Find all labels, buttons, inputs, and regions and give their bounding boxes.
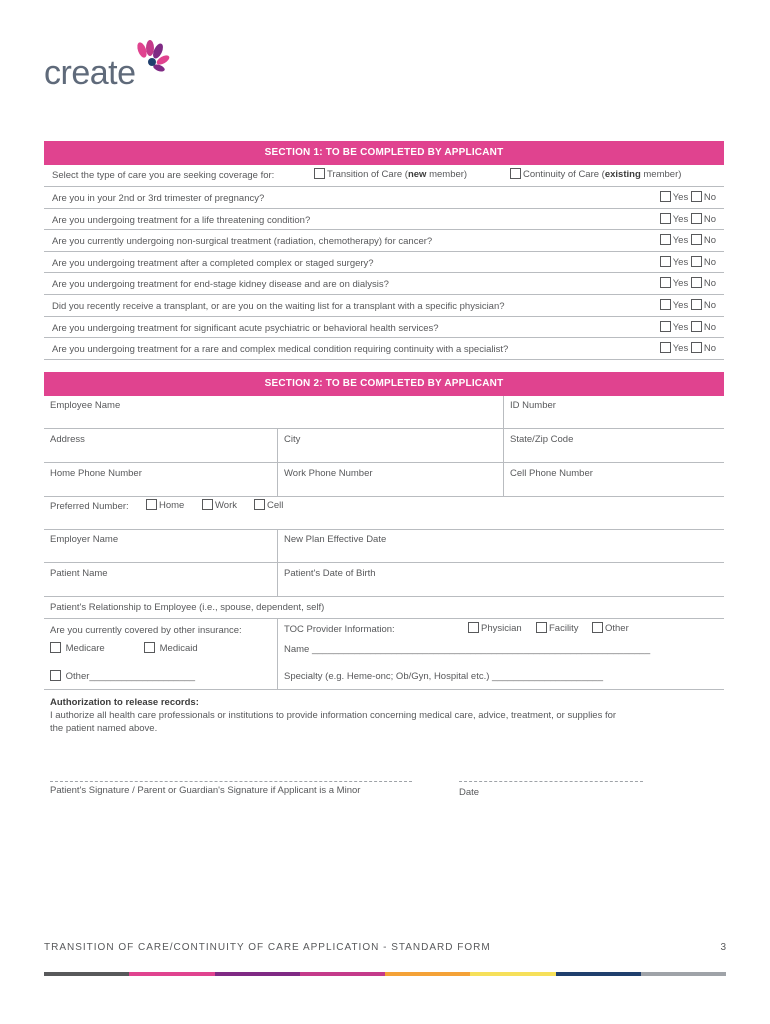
yes-label: Yes — [672, 278, 689, 290]
work-phone-field[interactable]: Work Phone Number — [284, 468, 373, 479]
no-checkbox[interactable] — [691, 342, 702, 353]
authorization-heading: Authorization to release records: — [50, 697, 199, 708]
physician-checkbox[interactable] — [468, 622, 479, 633]
pref-work-checkbox[interactable] — [202, 499, 213, 510]
other-provider-checkbox[interactable] — [592, 622, 603, 633]
yes-checkbox[interactable] — [660, 256, 671, 267]
page-number: 3 — [720, 942, 726, 953]
other-provider-option[interactable]: Other — [592, 622, 629, 634]
insurance-provider-block — [44, 619, 724, 690]
question-text: Are you undergoing treatment for a life threatening condition? — [52, 214, 311, 226]
toc-checkbox[interactable] — [314, 168, 325, 179]
question-text: Are you currently undergoing non-surgical treatment (radiation, chemotherapy) for cancer? — [52, 236, 433, 248]
employee-row — [44, 396, 724, 429]
relationship-row — [44, 597, 724, 619]
phone-row — [44, 463, 724, 497]
city-field[interactable]: City — [284, 434, 301, 445]
question-row — [44, 252, 724, 274]
stripe-segment — [385, 972, 470, 976]
stripe-segment — [44, 972, 129, 976]
no-checkbox[interactable] — [691, 299, 702, 310]
authorization-text-line1: I authorize all health care professionals or institutions to provide information concerning medical care, advice, treatment, or supplies for — [50, 710, 617, 721]
stripe-segment — [300, 972, 385, 976]
employee-name-field[interactable]: Employee Name — [50, 400, 121, 411]
facility-option[interactable]: Facility — [536, 622, 579, 634]
yes-checkbox[interactable] — [660, 234, 671, 245]
yes-checkbox[interactable] — [660, 277, 671, 288]
question-row — [44, 230, 724, 252]
stripe-segment — [641, 972, 726, 976]
medicare-option[interactable]: Medicare — [50, 642, 105, 654]
logo-wordmark: create — [44, 54, 136, 92]
toc-provider-label: TOC Provider Information: — [284, 624, 395, 635]
yes-checkbox[interactable] — [660, 342, 671, 353]
employer-row — [44, 530, 724, 563]
question-row — [44, 317, 724, 339]
footer-title: TRANSITION OF CARE/CONTINUITY OF CARE APPLICATION - STANDARD FORM — [44, 942, 491, 953]
no-label: No — [703, 278, 716, 290]
no-label: No — [703, 213, 716, 225]
stripe-segment — [215, 972, 300, 976]
address-row — [44, 429, 724, 463]
question-text: Did you recently receive a transplant, or are you on the waiting list for a transplant with a specific physician? — [52, 301, 505, 312]
facility-checkbox[interactable] — [536, 622, 547, 633]
no-label: No — [703, 343, 716, 355]
question-row — [44, 295, 724, 317]
no-checkbox[interactable] — [691, 256, 702, 267]
patient-dob-field[interactable]: Patient's Date of Birth — [284, 568, 376, 579]
yes-checkbox[interactable] — [660, 321, 671, 332]
pref-cell-checkbox[interactable] — [254, 499, 265, 510]
no-label: No — [703, 235, 716, 247]
yes-label: Yes — [672, 321, 689, 333]
no-checkbox[interactable] — [691, 234, 702, 245]
care-type-prompt: Select the type of care you are seeking coverage for: — [52, 170, 275, 181]
no-label: No — [703, 321, 716, 333]
date-line[interactable] — [459, 781, 643, 782]
new-plan-date-field[interactable]: New Plan Effective Date — [284, 534, 387, 545]
yes-label: Yes — [672, 300, 689, 311]
stripe-segment — [129, 972, 214, 976]
no-label: No — [703, 300, 716, 311]
coc-option[interactable]: Continuity of Care (existing member) — [510, 168, 681, 180]
signature-label: Patient's Signature / Parent or Guardian's Signature if Applicant is a Minor — [50, 785, 361, 796]
yes-label: Yes — [672, 235, 689, 247]
question-text: Are you undergoing treatment for end-stage kidney disease and are on dialysis? — [52, 279, 389, 291]
no-label: No — [703, 256, 716, 268]
patient-name-field[interactable]: Patient Name — [50, 568, 108, 579]
provider-name-field[interactable]: Name ________________________________________________________________ — [284, 644, 651, 655]
yes-label: Yes — [672, 192, 689, 203]
signature-line[interactable] — [50, 781, 412, 782]
flower-logo-icon — [130, 40, 170, 76]
question-row — [44, 273, 724, 295]
pref-cell-option[interactable]: Cell — [254, 499, 283, 511]
authorization-text-line2: the patient named above. — [50, 723, 158, 734]
other-insurance-option[interactable]: Other____________________ — [50, 670, 195, 682]
question-row — [44, 338, 724, 360]
employer-name-field[interactable]: Employer Name — [50, 534, 119, 545]
other-insurance-checkbox[interactable] — [50, 670, 61, 681]
question-text: Are you in your 2nd or 3rd trimester of pregnancy? — [52, 193, 265, 204]
question-text: Are you undergoing treatment for a rare and complex medical condition requiring continuity with a specialist? — [52, 344, 509, 356]
care-type-row — [44, 165, 724, 187]
section1-header: SECTION 1: TO BE COMPLETED BY APPLICANT — [44, 141, 724, 165]
question-row — [44, 187, 724, 209]
question-text: Are you undergoing treatment after a completed complex or staged surgery? — [52, 257, 374, 269]
medicare-checkbox[interactable] — [50, 642, 61, 653]
no-checkbox[interactable] — [691, 191, 702, 202]
other-insurance-label: Are you currently covered by other insurance: — [50, 625, 242, 636]
patient-row — [44, 563, 724, 597]
preferred-number-row — [44, 497, 724, 530]
medicaid-option[interactable]: Medicaid — [144, 642, 198, 654]
no-checkbox[interactable] — [691, 321, 702, 332]
no-checkbox[interactable] — [691, 277, 702, 288]
question-text: Are you undergoing treatment for significant acute psychiatric or behavioral health services? — [52, 322, 439, 334]
medicaid-checkbox[interactable] — [144, 642, 155, 653]
id-number-field[interactable]: ID Number — [510, 400, 556, 411]
yes-label: Yes — [672, 213, 689, 225]
create-logo — [44, 42, 174, 92]
coc-checkbox[interactable] — [510, 168, 521, 179]
home-phone-field[interactable]: Home Phone Number — [50, 468, 142, 479]
stripe-segment — [470, 972, 555, 976]
yes-checkbox[interactable] — [660, 299, 671, 310]
yes-checkbox[interactable] — [660, 191, 671, 202]
yes-label: Yes — [672, 256, 689, 268]
date-label: Date — [459, 787, 480, 798]
pref-home-checkbox[interactable] — [146, 499, 157, 510]
cell-phone-field[interactable]: Cell Phone Number — [510, 468, 593, 479]
toc-option[interactable]: Transition of Care (new member) — [314, 168, 467, 180]
question-row — [44, 209, 724, 231]
yes-checkbox[interactable] — [660, 213, 671, 224]
pref-work-option[interactable]: Work — [202, 499, 237, 511]
no-label: No — [703, 192, 716, 203]
address-field[interactable]: Address — [50, 434, 85, 445]
state-zip-field[interactable]: State/Zip Code — [510, 434, 574, 445]
physician-option[interactable]: Physician — [468, 622, 522, 634]
yes-label: Yes — [672, 343, 689, 355]
pref-home-option[interactable]: Home — [146, 499, 184, 511]
no-checkbox[interactable] — [691, 213, 702, 224]
preferred-number-label: Preferred Number: — [50, 501, 129, 512]
relationship-field[interactable]: Patient's Relationship to Employee (i.e., spouse, dependent, self) — [50, 602, 325, 613]
provider-specialty-field[interactable]: Specialty (e.g. Heme-onc; Ob/Gyn, Hospital etc.) _____________________ — [284, 671, 603, 682]
stripe-segment — [556, 972, 641, 976]
section2-header: SECTION 2: TO BE COMPLETED BY APPLICANT — [44, 372, 724, 396]
